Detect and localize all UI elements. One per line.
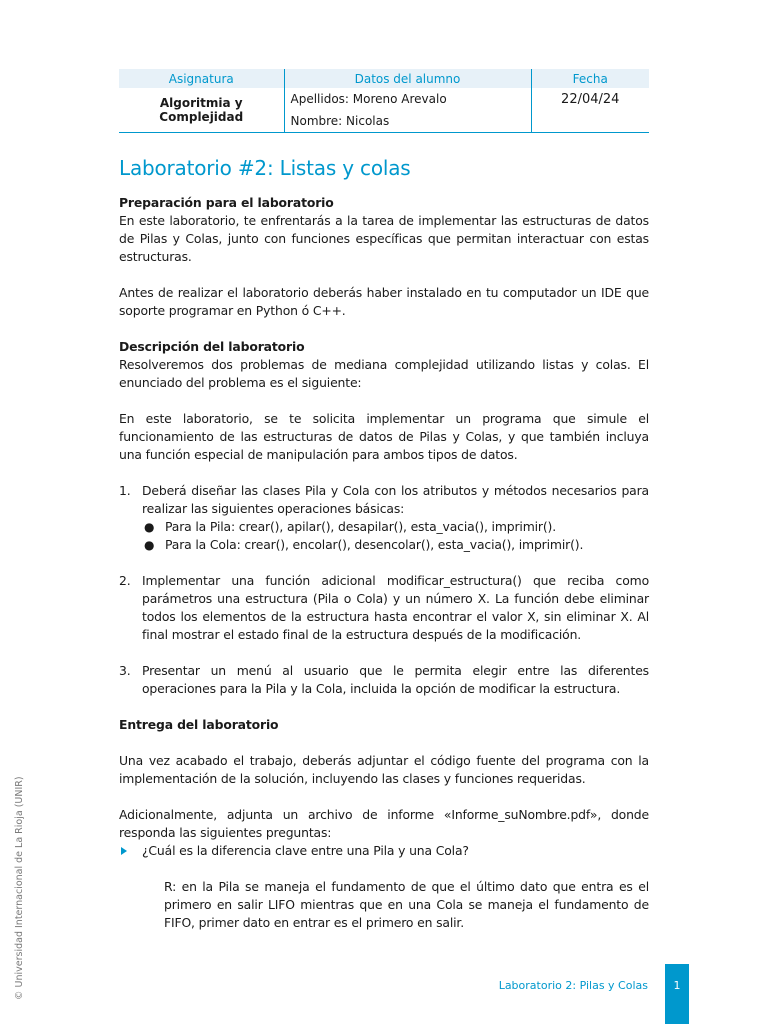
page-title: Laboratorio #2: Listas y colas bbox=[119, 156, 411, 180]
delivery-paragraph-1: Una vez acabado el trabajo, deberás adjuntar el código fuente del programa con la implementación de la solución, incluyendo las clases y funciones requeridas. bbox=[119, 753, 649, 786]
bullet-list bbox=[142, 518, 649, 554]
task-item-3 bbox=[119, 662, 649, 698]
student-surnames: Apellidos: Moreno Arevalo bbox=[290, 92, 447, 106]
question-text: ¿Cuál es la diferencia clave entre una Pila y una Cola? bbox=[142, 843, 469, 858]
bullet-text: Para la Cola: crear(), encolar(), desencolar(), esta_vacia(), imprimir(). bbox=[165, 537, 584, 552]
triangle-right-icon bbox=[121, 847, 127, 855]
task-item-2 bbox=[119, 572, 649, 644]
subject-cell: Algoritmia y Complejidad bbox=[119, 88, 284, 133]
bullet-dot-icon: ● bbox=[144, 520, 155, 534]
task-number: 3. bbox=[119, 663, 131, 678]
header-col-subject: Asignatura bbox=[119, 69, 284, 88]
task-list bbox=[119, 482, 649, 698]
header-col-student: Datos del alumno bbox=[284, 69, 531, 88]
task-text: Implementar una función adicional modificar_estructura() que reciba como parámetros una estructura (Pila o Cola) y un número X. La función debe eliminar todos los elementos de la estructura hasta encontrar el valor X, sin eliminar X. Al final mostrar el estado final de la estructura después de la modificación. bbox=[142, 573, 649, 642]
delivery-heading: Entrega del laboratorio bbox=[119, 717, 279, 732]
prep-paragraph-1: En este laboratorio, te enfrentarás a la tarea de implementar las estructuras de datos de Pilas y Colas, junto con funciones específicas que permitan interactuar con estas estructuras. bbox=[119, 213, 649, 264]
delivery-paragraph-2: Adicionalmente, adjunta un archivo de informe «Informe_suNombre.pdf», donde responda las siguientes preguntas: bbox=[119, 807, 649, 840]
desc-heading: Descripción del laboratorio bbox=[119, 339, 305, 354]
header-table bbox=[119, 69, 649, 133]
desc-paragraph-1: Resolveremos dos problemas de mediana complejidad utilizando listas y colas. El enunciado del problema es el siguiente: bbox=[119, 357, 649, 390]
bullet-item bbox=[142, 536, 649, 554]
page-number: 1 bbox=[665, 964, 689, 1024]
question-item bbox=[119, 842, 649, 860]
prep-heading: Preparación para el laboratorio bbox=[119, 195, 334, 210]
bullet-item bbox=[142, 518, 649, 536]
task-number: 2. bbox=[119, 573, 131, 588]
task-item-1 bbox=[119, 482, 649, 554]
document-page bbox=[119, 69, 649, 932]
task-text: Presentar un menú al usuario que le permita elegir entre las diferentes operaciones para la Pila y la Cola, incluida la opción de modificar la estructura. bbox=[142, 663, 649, 696]
desc-paragraph-2: En este laboratorio, se te solicita implementar un programa que simule el funcionamiento de las estructuras de datos de Pilas y Colas, y que también incluya una función especial de manipulación para ambos tipos de datos. bbox=[119, 411, 649, 462]
bullet-dot-icon: ● bbox=[144, 538, 155, 552]
copyright-side-text: © Universidad Internacional de La Rioja (UNIR) bbox=[14, 776, 25, 1000]
prep-paragraph-2: Antes de realizar el laboratorio deberás haber instalado en tu computador un IDE que soporte programar en Python ó C++. bbox=[119, 285, 649, 318]
footer-label: Laboratorio 2: Pilas y Colas bbox=[498, 979, 648, 992]
date-cell: 22/04/24 bbox=[531, 88, 649, 133]
task-text: Deberá diseñar las clases Pila y Cola con los atributos y métodos necesarios para realizar las siguientes operaciones básicas: bbox=[142, 483, 649, 516]
student-cell bbox=[284, 88, 531, 133]
task-number: 1. bbox=[119, 483, 131, 498]
document-body bbox=[119, 194, 649, 932]
answer-text: R: en la Pila se maneja el fundamento de que el último dato que entra es el primero en salir LIFO mientras que en una Cola se maneja el fundamento de FIFO, primer dato en entrar es el primero en salir. bbox=[164, 879, 649, 930]
header-col-date: Fecha bbox=[531, 69, 649, 88]
student-name: Nombre: Nicolas bbox=[290, 114, 390, 128]
bullet-text: Para la Pila: crear(), apilar(), desapilar(), esta_vacia(), imprimir(). bbox=[165, 519, 557, 534]
